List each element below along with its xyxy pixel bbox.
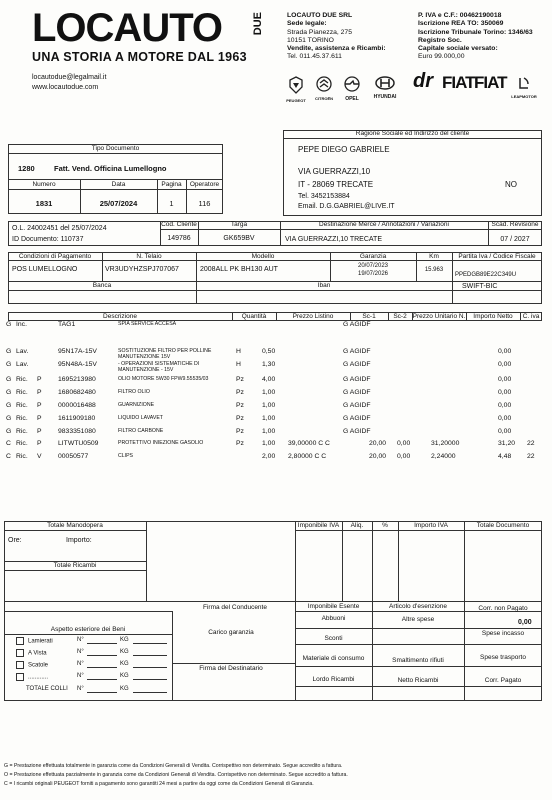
beni-checkbox[interactable] bbox=[16, 637, 24, 645]
cell-g: C bbox=[6, 440, 11, 447]
table-row bbox=[0, 389, 552, 399]
cell-code: LITWTU0509 bbox=[58, 440, 99, 447]
cell-um: Pz bbox=[236, 376, 244, 383]
imponibile-esente-label: Imponibile Esente bbox=[307, 603, 360, 610]
scad-revisione-label: Scad. Revisione bbox=[491, 221, 539, 228]
carico-garanzia-label: Carico garanzia bbox=[208, 629, 254, 636]
cell-code: 1611909180 bbox=[58, 415, 96, 422]
ore-label: Ore: bbox=[8, 537, 22, 544]
cell-qty: 1,00 bbox=[262, 440, 276, 447]
manodopera-label: Totale Manodopera bbox=[47, 522, 103, 529]
beni-item-label: ............ bbox=[28, 674, 49, 681]
cell-g: C bbox=[6, 453, 11, 460]
capitale-label: Capitale sociale versato: bbox=[418, 45, 498, 53]
dr-logo: dr bbox=[413, 70, 433, 92]
garanzia-start: 20/07/2023 bbox=[357, 263, 389, 269]
beni-n-label: N° bbox=[77, 673, 84, 679]
footer-note-c: C = I ricambi originali PEUGEOT forniti a pagamento sono garantiti 24 mesi a partire da oggi come da Condizioni Generali di Garanzia. bbox=[4, 781, 314, 787]
col-importo-netto: Importo Netto bbox=[473, 313, 513, 320]
cell-netto: 0,00 bbox=[498, 415, 512, 422]
cell-p: P bbox=[37, 440, 42, 447]
col-descrizione: Descrizione bbox=[103, 313, 137, 320]
rea-text: Iscrizione REA TO: 350069 bbox=[418, 20, 504, 28]
cell-p: V bbox=[37, 453, 42, 460]
doc-code: 1280 bbox=[18, 164, 35, 173]
cell-desc: FILTRO OLIO bbox=[118, 389, 150, 395]
registro-text: Registro Soc. bbox=[418, 36, 462, 44]
col-sc2: Sc-2 bbox=[393, 313, 407, 320]
numero-label: Numero bbox=[32, 181, 56, 188]
cliente-street: VIA GUERRAZZI,10 bbox=[298, 167, 371, 176]
importo-iva-label: Importo IVA bbox=[414, 522, 448, 529]
cell-tipo: Ric. bbox=[16, 389, 28, 396]
fiat-logo: FIAT bbox=[442, 73, 475, 92]
cell-listino: G AGIDF bbox=[343, 402, 371, 409]
leapmotor-icon bbox=[517, 76, 531, 90]
doc-description: Fatt. Vend. Officina Lumellogno bbox=[54, 164, 167, 173]
cell-qty: 1,00 bbox=[262, 428, 276, 435]
tipo-documento-label: Tipo Documento bbox=[91, 145, 140, 152]
cell-code: TAG1 bbox=[58, 321, 76, 328]
cell-listino: G AGIDF bbox=[343, 361, 371, 368]
cell-g: G bbox=[6, 361, 12, 368]
cell-g: G bbox=[6, 348, 12, 355]
cell-netto: 31,20 bbox=[498, 440, 516, 447]
aliq-label: Aliq. bbox=[350, 522, 364, 529]
company-logo: LOCAUTO bbox=[32, 6, 223, 50]
cell-desc: FILTRO CARBONE bbox=[118, 428, 164, 434]
destinazione-value: VIA GUERRAZZI,10 TRECATE bbox=[285, 236, 382, 243]
beni-kg-field[interactable] bbox=[133, 667, 167, 668]
cell-code: 1680682480 bbox=[58, 389, 96, 396]
table-row bbox=[0, 348, 552, 358]
cell-g: G bbox=[6, 389, 12, 396]
cell-listino: G AGIDF bbox=[343, 376, 371, 383]
sales-label: Vendite, assistenza e Ricambi: bbox=[287, 45, 386, 53]
cell-p: P bbox=[37, 376, 42, 383]
ol-value: O.L. 24002451 del 25/07/2024 bbox=[12, 225, 107, 232]
opel-icon bbox=[344, 76, 360, 92]
cod-cliente-value: 149786 bbox=[167, 235, 191, 242]
beni-kg-label: KG bbox=[120, 661, 129, 667]
table-row bbox=[0, 415, 552, 425]
cell-listino: G AGIDF bbox=[343, 348, 371, 355]
cell-um: Pz bbox=[236, 415, 244, 422]
banca-label: Banca bbox=[92, 282, 112, 289]
cell-tipo: Ric. bbox=[16, 415, 28, 422]
footer-note-g: G = Prestazione effettuata totalmente in garanzia come da Condizioni Generali di Vendita. Corrispettivo non determinato. Segue accredito a fattura. bbox=[4, 763, 343, 769]
cell-netto: 0,00 bbox=[498, 348, 512, 355]
cell-desc: - OPERAZIONI SISTEMATICHE DI bbox=[118, 361, 200, 367]
numero-value: 1831 bbox=[35, 199, 53, 208]
cell-code: 95N17A-15V bbox=[58, 348, 97, 355]
pagina-label: Pagina bbox=[161, 181, 182, 188]
cell-netto: 4,48 bbox=[498, 453, 512, 460]
cell-qty: 2,00 bbox=[262, 453, 276, 460]
cell-listino: G AGIDF bbox=[343, 415, 371, 422]
cell-p: P bbox=[37, 389, 42, 396]
abbuoni-label: Abbuoni bbox=[321, 615, 346, 622]
lordo-ricambi-label: Lordo Ricambi bbox=[312, 676, 355, 683]
cell-code: 0000016488 bbox=[58, 402, 96, 409]
cell-unit: 31,20000 bbox=[431, 440, 460, 447]
company-tagline: UNA STORIA A MOTORE DAL 1963 bbox=[32, 50, 247, 64]
cell-code: 9833351080 bbox=[58, 428, 96, 435]
cell-g: G bbox=[6, 415, 12, 422]
company-email[interactable]: locautodue@legalmail.it bbox=[32, 74, 107, 81]
cell-g: G bbox=[6, 428, 12, 435]
leapmotor-logo: LEAPMOTOR bbox=[506, 76, 542, 101]
hyundai-logo: HYUNDAI bbox=[368, 76, 402, 101]
cell-desc: LIQUIDO LAVAVET bbox=[118, 415, 163, 421]
cell-iva: 22 bbox=[527, 440, 535, 447]
beni-n-label: N° bbox=[77, 649, 84, 655]
table-row bbox=[0, 361, 552, 371]
beni-kg-field[interactable] bbox=[133, 655, 167, 656]
cell-netto: 0,00 bbox=[498, 402, 512, 409]
operatore-value: 116 bbox=[198, 199, 211, 208]
cell-desc: PROTETTIVO INIEZIONE GASOLIO bbox=[118, 440, 204, 446]
totale-colli-kg: KG bbox=[120, 686, 129, 692]
cell-sc2: 0,00 bbox=[397, 453, 411, 460]
totale-documento-label: Totale Documento bbox=[476, 522, 530, 529]
cell-tipo: Ric. bbox=[16, 440, 28, 447]
perc-label: % bbox=[382, 522, 388, 529]
cell-um: Pz bbox=[236, 389, 244, 396]
table-row bbox=[0, 440, 552, 450]
beni-kg-field[interactable] bbox=[133, 679, 167, 680]
piva-cf-label: Partita Iva / Codice Fiscale bbox=[458, 253, 536, 260]
importo-label: Importo: bbox=[66, 537, 92, 544]
opel-logo: OPEL bbox=[339, 76, 365, 103]
table-row bbox=[0, 402, 552, 412]
smaltimento-label: Smaltimento rifiuti bbox=[392, 657, 444, 664]
col-quantita: Quantità bbox=[241, 313, 267, 320]
cliente-label: Ragione Sociale ed Indirizzo del cliente bbox=[355, 130, 470, 137]
beni-n-label: N° bbox=[77, 637, 84, 643]
cell-tipo: Ric. bbox=[16, 376, 28, 383]
cell-code: 95N48A-15V bbox=[58, 361, 97, 368]
firma-destinatario-label: Firma del Destinatario bbox=[199, 665, 263, 672]
corr-non-pagato-value: 0,00 bbox=[518, 619, 532, 626]
cell-g: G bbox=[6, 321, 12, 328]
cell-netto: 0,00 bbox=[498, 376, 512, 383]
table-row bbox=[0, 453, 552, 463]
cell-qty: 1,00 bbox=[262, 415, 276, 422]
citroen-icon bbox=[316, 76, 332, 92]
beni-kg-label: KG bbox=[120, 637, 129, 643]
cell-desc-line2: MANUTENZIONE 15V bbox=[118, 354, 171, 360]
logo-due-text: DUE bbox=[252, 12, 264, 36]
data-label: Data bbox=[111, 181, 126, 188]
cell-g: G bbox=[6, 376, 12, 383]
cell-listino: 2,80000 C C bbox=[288, 453, 327, 460]
beni-item-label: Lamierati bbox=[28, 638, 53, 645]
modello-label: Modello bbox=[251, 253, 275, 260]
cliente-email: Email. D.G.GABRIEL@LIVE.IT bbox=[298, 203, 395, 210]
cell-iva: 22 bbox=[527, 453, 535, 460]
beni-kg-label: KG bbox=[120, 673, 129, 679]
beni-item bbox=[16, 673, 48, 681]
cell-qty: 1,00 bbox=[262, 402, 276, 409]
iban-label: Iban bbox=[317, 282, 331, 289]
destinazione-label: Destinazione Merce / Annotazioni / Variazioni bbox=[319, 221, 449, 228]
firma-conducente-label: Firma del Conducente bbox=[203, 604, 267, 611]
cliente-tel: Tel. 3452153884 bbox=[298, 193, 350, 200]
cod-cliente-label: Cod. Cliente bbox=[161, 221, 197, 228]
citroen-logo: CITROËN bbox=[311, 76, 337, 103]
cell-um: Pz bbox=[236, 402, 244, 409]
spese-trasporto-label: Spese trasporto bbox=[480, 654, 526, 661]
cell-sc1: 20,00 bbox=[369, 453, 387, 460]
km-label: Km bbox=[429, 253, 439, 260]
table-row bbox=[0, 376, 552, 386]
cell-tipo: Ric. bbox=[16, 453, 28, 460]
cell-um: Pz bbox=[236, 428, 244, 435]
cell-qty: 1,00 bbox=[262, 389, 276, 396]
scad-revisione-value: 07 / 2027 bbox=[500, 236, 530, 243]
corr-non-pagato-label: Corr. non Pagato bbox=[478, 605, 528, 612]
garanzia-label: Garanzia bbox=[359, 253, 387, 260]
pagamento-label: Condizioni di Pagamento bbox=[18, 253, 92, 260]
piva-cf-value: PPEDGB89E22C349U bbox=[455, 272, 517, 278]
beni-n-label: N° bbox=[77, 661, 84, 667]
cell-p: P bbox=[37, 402, 42, 409]
data-value: 25/07/2024 bbox=[99, 199, 138, 208]
cell-sc1: 20,00 bbox=[369, 440, 387, 447]
col-sc1: Sc-1 bbox=[362, 313, 376, 320]
telaio-value: VR3UDYHZSPJ707067 bbox=[105, 266, 179, 273]
beni-label: Aspetto esteriore dei Beni bbox=[50, 626, 126, 633]
id-documento: ID Documento: 110737 bbox=[12, 236, 84, 243]
cell-listino: 39,00000 C C bbox=[288, 440, 330, 447]
beni-item bbox=[16, 637, 53, 645]
cell-listino: G AGIDF bbox=[343, 428, 371, 435]
footer-note-o: O = Prestazione effettuata parzialmente in garanzia come da Condizioni Generali di Vendita. Corrispettivo non determinato. Segue accredito a fattura. bbox=[4, 772, 348, 778]
piva-text: P. IVA e C.F.: 00462190018 bbox=[418, 12, 502, 19]
cell-sc2: 0,00 bbox=[397, 440, 411, 447]
totale-colli-n: N° bbox=[77, 686, 84, 692]
cell-um: H bbox=[236, 361, 241, 368]
beni-kg-label: KG bbox=[120, 649, 129, 655]
beni-n-field[interactable] bbox=[87, 643, 117, 644]
imponibile-iva-label: Imponibile IVA bbox=[297, 522, 340, 529]
sconti-label: Sconti bbox=[324, 635, 343, 642]
company-website[interactable]: www.locautodue.com bbox=[32, 84, 99, 91]
cell-desc: SOSTITUZIONE FILTRO PER POLLINE bbox=[118, 348, 212, 354]
cell-netto: 0,00 bbox=[498, 428, 512, 435]
cell-tipo: Lav. bbox=[16, 348, 29, 355]
operatore-label: Operatore bbox=[189, 181, 220, 188]
tribunale-text: Iscrizione Tribunale Torino: 1346/63 bbox=[418, 28, 533, 36]
beni-item-label: A Vista bbox=[28, 650, 47, 657]
cell-um: H bbox=[236, 348, 241, 355]
beni-n-field[interactable] bbox=[87, 655, 117, 656]
cell-tipo: Ric. bbox=[16, 428, 28, 435]
cell-qty: 1,30 bbox=[262, 361, 276, 368]
company-city: 10151 TORINO bbox=[287, 36, 334, 44]
col-prezzo-listino: Prezzo Listino bbox=[292, 313, 334, 320]
ricambi-label: Totale Ricambi bbox=[53, 562, 97, 569]
altre-spese-label: Altre spese bbox=[401, 616, 435, 623]
col-c-iva: C. iva bbox=[522, 313, 540, 320]
targa-label: Targa bbox=[230, 221, 248, 228]
legal-info bbox=[418, 12, 533, 62]
cliente-city: IT - 28069 TRECATE bbox=[298, 180, 374, 189]
cell-tipo: Ric. bbox=[16, 402, 28, 409]
cell-tipo: Inc. bbox=[16, 321, 27, 328]
company-tel: Tel. 011.45.37.611 bbox=[287, 53, 342, 61]
netto-ricambi-label: Netto Ricambi bbox=[397, 677, 439, 684]
beni-item bbox=[16, 661, 48, 669]
cliente-country: NO bbox=[505, 180, 517, 189]
cell-code: 00050577 bbox=[58, 453, 89, 460]
company-info bbox=[287, 12, 386, 62]
beni-checkbox[interactable] bbox=[16, 649, 24, 657]
cell-g: G bbox=[6, 402, 12, 409]
cell-qty: 4,00 bbox=[262, 376, 276, 383]
materiale-consumo-label: Materiale di consumo bbox=[302, 655, 365, 662]
totale-colli-label: TOTALE COLLI bbox=[26, 686, 68, 692]
spese-incasso-label: Spese incasso bbox=[481, 630, 525, 637]
beni-item-label: Scatole bbox=[28, 662, 49, 669]
cell-code: 1695213980 bbox=[58, 376, 96, 383]
pagamento-value: POS LUMELLOGNO bbox=[12, 266, 78, 273]
modello-value: 2008ALL PK BH130 AUT bbox=[200, 266, 278, 273]
corr-pagato-label: Corr. Pagato bbox=[484, 677, 522, 684]
beni-kg-field[interactable] bbox=[133, 643, 167, 644]
beni-checkbox[interactable] bbox=[16, 673, 24, 681]
hyundai-icon bbox=[375, 76, 395, 90]
cell-listino: G AGIDF bbox=[343, 321, 371, 328]
swift-label: SWIFT-BIC bbox=[462, 283, 498, 290]
articolo-esenzione-label: Articolo d'esenzione bbox=[389, 603, 447, 610]
pagina-value: 1 bbox=[169, 199, 174, 208]
cell-netto: 0,00 bbox=[498, 361, 512, 368]
company-street: Strada Pianezza, 275 bbox=[287, 28, 352, 36]
col-prezzo-unitario: Prezzo Unitario N. bbox=[412, 313, 466, 320]
cell-desc: SPIA SERVICE ACCESA bbox=[118, 321, 177, 327]
cell-p: P bbox=[37, 415, 42, 422]
km-value: 15.963 bbox=[424, 267, 444, 273]
cell-unit: 2,24000 bbox=[431, 453, 456, 460]
table-row bbox=[0, 321, 552, 331]
cell-p: P bbox=[37, 428, 42, 435]
cell-tipo: Lav. bbox=[16, 361, 29, 368]
cliente-name: PEPE DIEGO GABRIELE bbox=[298, 145, 390, 154]
targa-value: GK659BV bbox=[223, 235, 255, 242]
cell-qty: 0,50 bbox=[262, 348, 276, 355]
beni-checkbox[interactable] bbox=[16, 661, 24, 669]
beni-item bbox=[16, 649, 47, 657]
sede-label: Sede legale: bbox=[287, 20, 327, 28]
cell-netto: 0,00 bbox=[498, 389, 512, 396]
capitale-value: Euro 99.000,00 bbox=[418, 53, 465, 61]
cell-desc: GUARNIZIONE bbox=[118, 402, 155, 408]
cell-listino: G AGIDF bbox=[343, 389, 371, 396]
company-name: LOCAUTO DUE SRL bbox=[287, 12, 353, 19]
peugeot-icon bbox=[288, 76, 304, 94]
cell-desc-line2: MANUTENZIONE - 15V bbox=[118, 367, 174, 373]
fiat-professional-logo: FIAT bbox=[474, 73, 507, 92]
beni-n-field[interactable] bbox=[87, 667, 117, 668]
telaio-label: N. Telaio bbox=[136, 253, 162, 260]
cell-desc: CLIPS bbox=[118, 453, 133, 459]
cell-desc: OLIO MOTORE 5W30 FPW9.55535/03 bbox=[118, 376, 209, 382]
beni-n-field[interactable] bbox=[87, 679, 117, 680]
garanzia-end: 19/07/2026 bbox=[357, 271, 389, 277]
table-row bbox=[0, 428, 552, 438]
cell-um: Pz bbox=[236, 440, 244, 447]
peugeot-logo: PEUGEOT bbox=[283, 76, 309, 105]
